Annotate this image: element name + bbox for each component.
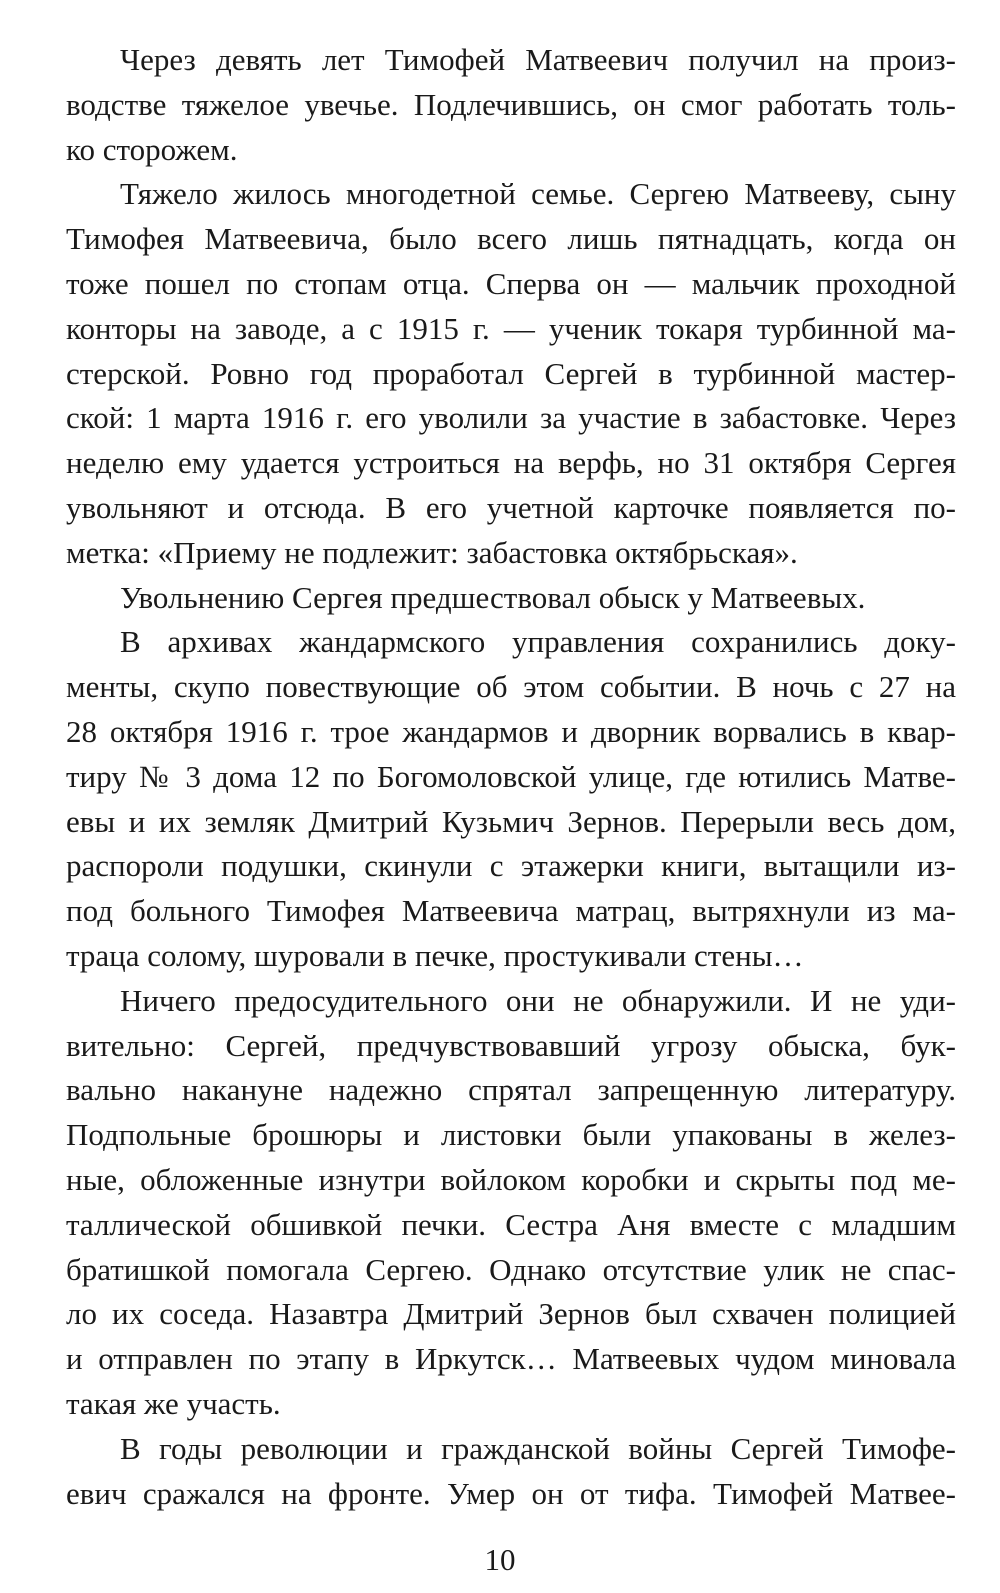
text-line: ные, обложенные изнутри войлоком коробки и скрыты под ме- bbox=[66, 1161, 956, 1197]
text-line: тиру № 3 дома 12 по Богомоловской улице, где ютились Матве- bbox=[66, 758, 956, 794]
text-line: братишкой помогала Сергею. Однако отсутствие улик не спас- bbox=[66, 1251, 956, 1287]
text-line: стерской. Ровно год проработал Сергей в турбинной мастер- bbox=[66, 355, 956, 391]
text-line: ло их соседа. Назавтра Дмитрий Зернов был схвачен полицией bbox=[66, 1296, 956, 1332]
text-line: Ничего предосудительного они не обнаружили. И не уди- bbox=[120, 982, 956, 1018]
text-line: увольняют и отсюда. В его учетной карточке появляется по- bbox=[66, 489, 956, 525]
page-number: 10 bbox=[484, 1542, 516, 1577]
text-line: менты, скупо повествующие об этом событии. В ночь с 27 на bbox=[66, 669, 956, 705]
text-line: траца солому, шуровали в печке, простукивали стены… bbox=[66, 937, 804, 973]
text-line: конторы на заводе, а с 1915 г. — ученик токаря турбинной ма- bbox=[66, 310, 956, 346]
text-line: ко сторожем. bbox=[66, 131, 238, 167]
text-line: вительно: Сергей, предчувствовавший угрозу обыска, бук- bbox=[66, 1027, 956, 1063]
text-line: водстве тяжелое увечье. Подлечившись, он смог работать толь- bbox=[66, 86, 956, 122]
text-line: вально накануне надежно спрятал запрещенную литературу. bbox=[66, 1072, 956, 1108]
text-line: распороли подушки, скинули с этажерки книги, вытащили из- bbox=[66, 848, 956, 884]
text-line: таллической обшивкой печки. Сестра Аня вместе с младшим bbox=[66, 1206, 956, 1242]
text-line: Через девять лет Тимофей Матвеевич получил на произ- bbox=[120, 42, 956, 77]
text-line: ской: 1 марта 1916 г. его уволили за участие в забастовке. Через bbox=[66, 400, 956, 436]
text-line: метка: «Приему не подлежит: забастовка октябрьская». bbox=[66, 534, 798, 570]
text-line: неделю ему удается устроиться на верфь, но 31 октября Сергея bbox=[66, 445, 956, 481]
text-line: такая же участь. bbox=[66, 1385, 281, 1421]
text-line: Тимофея Матвеевича, было всего лишь пятнадцать, когда он bbox=[66, 221, 956, 257]
text-line: тоже пошел по стопам отца. Сперва он — мальчик проходной bbox=[66, 265, 956, 301]
text-line: В годы революции и гражданской войны Сергей Тимофе- bbox=[120, 1430, 956, 1466]
text-line: и отправлен по этапу в Иркутск… Матвеевых чудом миновала bbox=[66, 1341, 956, 1377]
text-line: под больного Тимофея Матвеевича матрац, вытряхнули из ма- bbox=[66, 893, 956, 929]
text-line: Тяжело жилось многодетной семье. Сергею Матвееву, сыну bbox=[120, 176, 956, 212]
body-text bbox=[66, 38, 956, 1516]
text-line: Увольнению Сергея предшествовал обыск у Матвеевых. bbox=[120, 579, 866, 615]
text-line: В архивах жандармского управления сохранились доку- bbox=[120, 624, 956, 660]
text-line: евич сражался на фронте. Умер он от тифа. Тимофей Матвее- bbox=[66, 1475, 956, 1511]
text-line: 28 октября 1916 г. трое жандармов и дворник ворвались в квар- bbox=[66, 713, 956, 749]
text-line: Подпольные брошюры и листовки были упакованы в желез- bbox=[66, 1117, 956, 1153]
text-line: евы и их земляк Дмитрий Кузьмич Зернов. Перерыли весь дом, bbox=[66, 803, 956, 839]
